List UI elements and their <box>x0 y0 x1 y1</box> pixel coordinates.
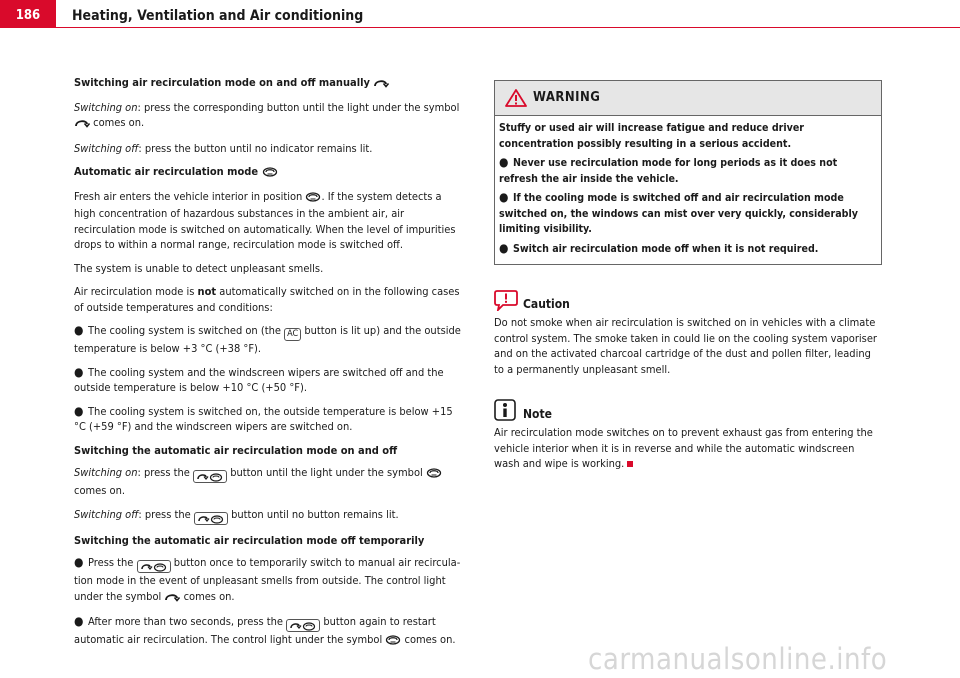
temp-off-item: ● Press the button once to temporarily switch to manual air recircula-tion mode in the event of unpleasant smells from outside. The control light under the symbol comes on. <box>74 555 466 606</box>
section-end-marker <box>627 461 633 467</box>
caution-text: Do not smoke when air recirculation is switched on in vehicles with a climate control system. The smoke taken in could lie on the cooling system vaporiser and on the activated charcoal cartridge of the dust and pollen filter, leading to a permanently unpleasant smell. <box>494 316 877 376</box>
recirculation-button-icon <box>286 619 320 632</box>
auto-recirc-heading: Automatic air recirculation mode <box>74 164 466 182</box>
warning-body <box>495 116 881 264</box>
bullet-icon: ● <box>74 555 84 569</box>
auto-switching-off: Switching off: press the button until no button remains lit. <box>74 507 466 525</box>
condition-item: ● The cooling system is switched on (the AC button is lit up) and the outside temperature is below +3 °C (+38 °F). <box>74 323 461 355</box>
warning-triangle-icon <box>505 89 527 107</box>
auto-recirc-description: Fresh air enters the vehicle interior in position . If the system detects a high concentration of hazardous substances in the ambient air, air recirculation mode is switched on automatically. When the level of impurities drops to within a normal range, recirculation mode is switched off. <box>74 189 456 251</box>
recirculation-icon <box>74 117 90 133</box>
warning-item: ● Switch air recirculation mode off when it is not required. <box>499 240 819 255</box>
manual-switching-off: Switching off: press the button until no indicator remains lit. <box>74 141 373 155</box>
bullet-icon: ● <box>74 323 84 337</box>
caution-heading <box>494 289 882 313</box>
warning-item: ● If the cooling mode is switched off and air recirculation mode switched on, the windows can mist over very quickly, considerably limiting visibility. <box>499 190 858 235</box>
recirculation-button-icon <box>193 470 227 483</box>
auto-switching-on: Switching on: press the button until the light under the symbol comes on. <box>74 465 466 499</box>
auto-recirculation-icon <box>305 190 321 207</box>
unable-detect-text: The system is unable to detect unpleasant smells. <box>74 261 324 275</box>
left-column <box>74 75 466 658</box>
recirculation-icon <box>164 591 180 607</box>
bullet-icon: ● <box>499 190 509 204</box>
note-title: Note <box>523 407 552 421</box>
note-text: Air recirculation mode switches on to prevent exhaust gas from entering the vehicle interior when it is in reverse and while the automatic windscreen wash and wipe is working. <box>494 426 873 470</box>
watermark: carmanualsonline.info <box>588 642 888 676</box>
manual-recirc-heading: Switching air recirculation mode on and off manually <box>74 75 466 93</box>
header-rule <box>56 27 960 28</box>
auto-recirculation-icon <box>426 466 442 483</box>
right-column <box>494 80 882 480</box>
temp-off-item: ● After more than two seconds, press the button again to restart automatic air recirculation. The control light under the symbol comes on. <box>74 614 466 650</box>
not-auto-text: Air recirculation mode is not automatically switched on in the following cases of outside temperatures and conditions: <box>74 285 460 314</box>
note-icon <box>494 399 516 421</box>
bullet-icon: ● <box>74 364 84 379</box>
warning-intro: Stuffy or used air will increase fatigue and reduce driver concentration possibly resulting in a serious accident. <box>499 122 804 150</box>
ac-button-symbol: AC <box>284 328 301 341</box>
caution-title: Caution <box>523 297 570 311</box>
manual-switching-on: Switching on: press the corresponding button until the light under the symbol comes on. <box>74 100 466 133</box>
bullet-icon: ● <box>499 240 509 255</box>
recirculation-icon <box>373 77 389 93</box>
auto-onoff-heading: Switching the automatic air recirculation mode on and off <box>74 443 398 457</box>
page-number: 186 <box>0 0 56 28</box>
warning-title: WARNING <box>533 90 601 105</box>
chapter-title: Heating, Ventilation and Air conditioning <box>72 8 364 24</box>
recirculation-button-icon <box>137 560 171 573</box>
note-heading <box>494 399 882 423</box>
bullet-icon: ● <box>74 403 84 418</box>
condition-item: ● The cooling system is switched on, the outside temperature is below +15 °C (+59 °F) and the windscreen wipers are switched on. <box>74 403 453 433</box>
warning-header <box>495 81 881 116</box>
auto-recirculation-icon <box>385 633 401 650</box>
recirculation-button-icon <box>194 512 228 525</box>
caution-icon <box>494 289 518 311</box>
warning-box <box>494 80 882 265</box>
temp-off-heading: Switching the automatic air recirculation mode off temporarily <box>74 533 425 547</box>
condition-item: ● The cooling system and the windscreen wipers are switched off and the outside temperature is below +10 °C (+50 °F). <box>74 364 444 394</box>
page-header <box>0 0 960 28</box>
warning-item: ● Never use recirculation mode for long periods as it does not refresh the air inside the vehicle. <box>499 155 838 185</box>
bullet-icon: ● <box>74 614 84 628</box>
auto-recirculation-icon <box>262 165 278 182</box>
bullet-icon: ● <box>499 155 509 169</box>
